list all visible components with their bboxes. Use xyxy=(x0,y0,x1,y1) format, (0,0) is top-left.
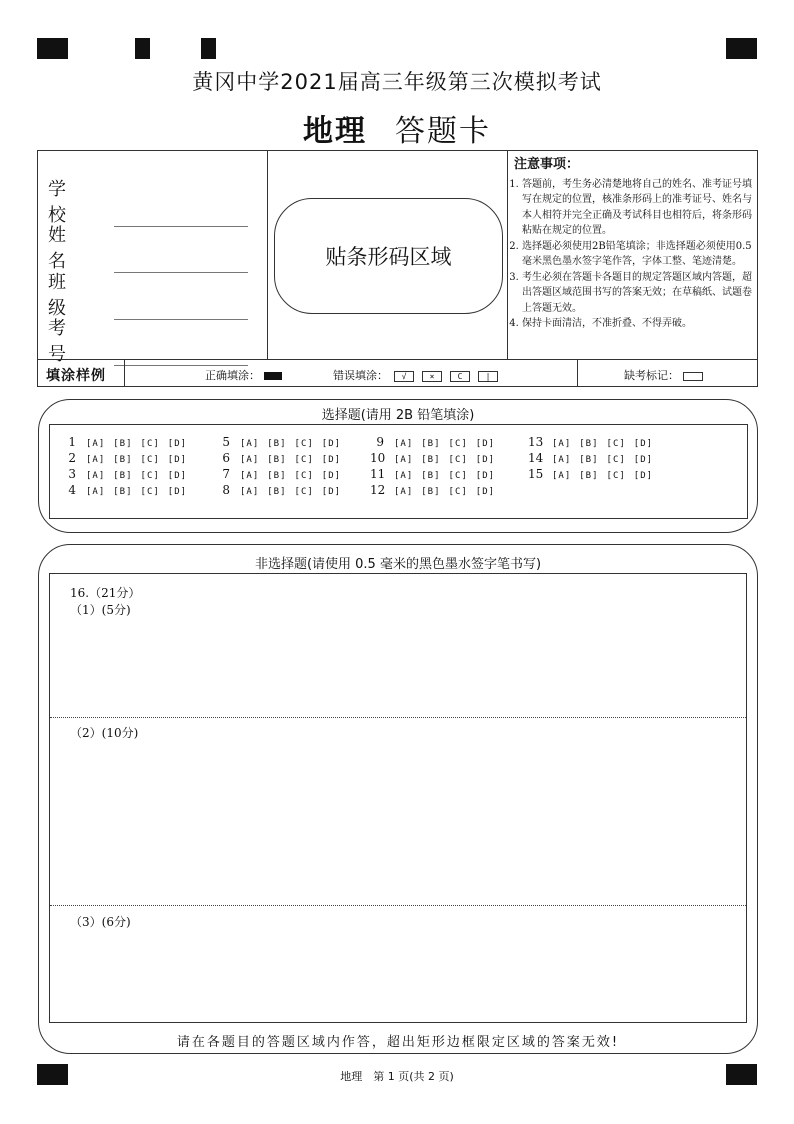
answer-bubble[interactable]: [D] xyxy=(321,439,342,449)
choice-question-row xyxy=(216,483,341,497)
answer-bubble[interactable]: [C] xyxy=(448,455,468,465)
choice-question-row xyxy=(62,435,187,449)
answer-bubble[interactable]: [B] xyxy=(113,455,133,465)
choice-answer-grid xyxy=(49,424,748,519)
choice-question-row xyxy=(528,435,653,449)
answer-bubble[interactable]: [A] xyxy=(240,487,260,497)
notice-item: 3. 考生必须在答题卡各题目的规定答题区域内答题，超出答题区域范围书写的答案无效；在草稿纸、试题卷上答题无效。 xyxy=(522,270,754,317)
answer-bubble[interactable]: [A] xyxy=(394,439,414,449)
school-field[interactable] xyxy=(48,175,248,227)
answer-bubble[interactable]: [A] xyxy=(552,471,572,481)
answer-bubble[interactable]: [B] xyxy=(267,487,287,497)
answer-bubble[interactable]: [B] xyxy=(579,471,599,481)
timing-mark-top-left xyxy=(37,38,68,59)
choice-section-title: 选择题(请用 2B 铅笔填涂) xyxy=(321,408,475,423)
answer-bubble[interactable]: [B] xyxy=(579,455,599,465)
answer-bubble[interactable]: [C] xyxy=(606,455,626,465)
choice-question-row xyxy=(528,451,653,465)
answer-bubble[interactable]: [B] xyxy=(421,439,441,449)
answer-bubble[interactable]: [D] xyxy=(475,471,496,481)
part-divider xyxy=(50,905,746,906)
answer-bubble[interactable]: [C] xyxy=(294,487,314,497)
answer-bubble[interactable]: [A] xyxy=(394,455,414,465)
card-title xyxy=(0,106,794,150)
notice-item: 1. 答题前，考生务必清楚地将自己的姓名、准考证号填写在规定的位置，核准条形码上的准考证号、姓名与本人相符并完全正确及考试科目也相符后，将条形码粘贴在规定的位置。 xyxy=(522,177,754,239)
choice-question-row xyxy=(370,451,495,465)
answer-bubble[interactable]: [B] xyxy=(421,471,441,481)
question-number: 8 xyxy=(222,483,230,497)
answer-bubble[interactable]: [A] xyxy=(86,471,106,481)
wrong-fill-sample xyxy=(333,367,506,383)
name-field[interactable] xyxy=(48,221,248,273)
absent-mark-label: 缺考标记： xyxy=(624,369,679,382)
exam-number-label: 考号 xyxy=(48,318,84,365)
choice-section xyxy=(38,399,758,533)
part-divider xyxy=(50,717,746,718)
subject-name: 地理 xyxy=(303,114,367,149)
answer-bubble[interactable]: [D] xyxy=(633,455,654,465)
wrong-mark-cross: × xyxy=(422,371,442,382)
answer-bubble[interactable]: [B] xyxy=(113,487,133,497)
choice-question-row xyxy=(370,467,495,481)
answer-bubble[interactable]: [C] xyxy=(606,471,626,481)
part-2-label: （2）(10分) xyxy=(70,726,139,740)
answer-bubble[interactable]: [D] xyxy=(475,455,496,465)
answer-bubble[interactable]: [D] xyxy=(475,439,496,449)
card-name: 答题卡 xyxy=(395,114,491,149)
choice-question-row xyxy=(62,451,187,465)
answer-bubble[interactable]: [B] xyxy=(421,455,441,465)
answer-bubble[interactable]: [B] xyxy=(267,471,287,481)
question-number: 5 xyxy=(222,435,230,449)
choice-question-row xyxy=(216,435,341,449)
correct-fill-label: 正确填涂： xyxy=(205,369,260,382)
question-number: 7 xyxy=(222,467,230,481)
answer-bubble[interactable]: [B] xyxy=(421,487,441,497)
notice-panel xyxy=(510,157,754,332)
answer-bubble[interactable]: [A] xyxy=(394,471,414,481)
answer-bubble[interactable]: [D] xyxy=(475,487,496,497)
answer-bubble[interactable]: [D] xyxy=(321,487,342,497)
question-number: 3 xyxy=(68,467,76,481)
fill-sample-label: 填涂样例 xyxy=(46,368,106,384)
notice-item: 4. 保持卡面清洁，不准折叠、不得弄破。 xyxy=(522,316,754,332)
essay-section xyxy=(38,544,758,1054)
wrong-fill-label: 错误填涂： xyxy=(333,369,388,382)
correct-fill-sample xyxy=(205,367,282,383)
answer-bubble[interactable]: [B] xyxy=(113,471,133,481)
answer-bubble[interactable]: [D] xyxy=(633,439,654,449)
answer-bubble[interactable]: [A] xyxy=(86,439,106,449)
absent-mark-sample xyxy=(624,367,703,383)
answer-bubble[interactable]: [C] xyxy=(140,455,160,465)
timing-mark-top-right xyxy=(726,38,757,59)
choice-question-row xyxy=(370,435,495,449)
class-label: 班级 xyxy=(48,272,84,319)
essay-answer-area[interactable] xyxy=(49,573,747,1023)
answer-bubble[interactable]: [D] xyxy=(321,471,342,481)
choice-question-row xyxy=(528,467,653,481)
answer-bubble[interactable]: [A] xyxy=(240,439,260,449)
answer-bubble[interactable]: [D] xyxy=(321,455,342,465)
answer-bubble[interactable]: [C] xyxy=(448,439,468,449)
choice-question-row xyxy=(216,451,341,465)
question-number: 10 xyxy=(370,451,386,465)
question-16-heading: 16.（21分） xyxy=(70,586,141,600)
answer-bubble[interactable]: [C] xyxy=(140,439,160,449)
answer-bubble[interactable]: [C] xyxy=(294,455,314,465)
answer-bubble[interactable]: [A] xyxy=(394,487,414,497)
answer-bubble[interactable]: [A] xyxy=(552,439,572,449)
part-1-label: （1）(5分) xyxy=(70,603,131,617)
question-number: 2 xyxy=(68,451,76,465)
wrong-mark-circle: C xyxy=(450,371,470,382)
answer-bubble[interactable]: [D] xyxy=(167,487,188,497)
question-number: 9 xyxy=(376,435,384,449)
timing-mark-top-1 xyxy=(135,38,150,59)
barcode-area xyxy=(274,198,503,314)
answer-bubble[interactable]: [C] xyxy=(294,439,314,449)
answer-bubble[interactable]: [D] xyxy=(167,455,188,465)
answer-bubble[interactable]: [C] xyxy=(448,487,468,497)
part-3-label: （3）(6分) xyxy=(70,915,131,929)
page-footer: 地理 第 1 页(共 2 页) xyxy=(340,1070,454,1083)
absent-mark-box[interactable] xyxy=(683,372,703,381)
answer-bubble[interactable]: [B] xyxy=(267,439,287,449)
wrong-mark-bar: | xyxy=(478,371,498,382)
answer-bubble[interactable]: [C] xyxy=(448,471,468,481)
answer-bubble[interactable]: [C] xyxy=(140,471,160,481)
notice-title: 注意事项： xyxy=(514,157,580,172)
choice-question-row xyxy=(216,467,341,481)
answer-bubble[interactable]: [D] xyxy=(633,471,654,481)
answer-bubble[interactable]: [B] xyxy=(267,455,287,465)
answer-bubble[interactable]: [C] xyxy=(606,439,626,449)
essay-section-title: 非选择题(请使用 0.5 毫米的黑色墨水签字笔书写) xyxy=(254,557,542,572)
question-number: 6 xyxy=(222,451,230,465)
answer-bubble[interactable]: [A] xyxy=(552,455,572,465)
wrong-mark-check: √ xyxy=(394,371,414,382)
choice-question-row xyxy=(370,483,495,497)
correct-fill-box xyxy=(264,372,282,380)
question-number: 13 xyxy=(528,435,544,449)
student-info-box xyxy=(37,150,758,387)
answer-bubble[interactable]: [C] xyxy=(294,471,314,481)
exam-title: 黄冈中学2021届高三年级第三次模拟考试 xyxy=(192,70,602,94)
answer-area-warning: 请在各题目的答题区域内作答，超出矩形边框限定区域的答案无效! xyxy=(176,1035,620,1050)
question-number: 12 xyxy=(370,483,386,497)
class-field[interactable] xyxy=(48,268,248,320)
barcode-label: 贴条形码区域 xyxy=(325,245,452,269)
name-label: 姓名 xyxy=(48,225,84,272)
question-number: 1 xyxy=(68,435,76,449)
notice-item: 2. 选择题必须使用2B铅笔填涂；非选择题必须使用0.5毫米黑色墨水签字笔作答，字体工整、笔迹清楚。 xyxy=(522,239,754,270)
answer-bubble[interactable]: [C] xyxy=(140,487,160,497)
fill-sample-row xyxy=(38,359,757,387)
answer-bubble[interactable]: [B] xyxy=(113,439,133,449)
answer-bubble[interactable]: [A] xyxy=(86,487,106,497)
question-number: 4 xyxy=(68,483,76,497)
choice-question-row xyxy=(62,483,187,497)
answer-bubble[interactable]: [D] xyxy=(167,439,188,449)
timing-mark-top-2 xyxy=(201,38,216,59)
question-number: 15 xyxy=(528,467,544,481)
choice-question-row xyxy=(62,467,187,481)
question-number: 11 xyxy=(370,467,386,481)
question-number: 14 xyxy=(528,451,544,465)
school-label: 学校 xyxy=(48,179,84,226)
answer-bubble[interactable]: [A] xyxy=(86,455,106,465)
answer-bubble[interactable]: [A] xyxy=(240,455,260,465)
answer-bubble[interactable]: [A] xyxy=(240,471,260,481)
answer-bubble[interactable]: [D] xyxy=(167,471,188,481)
answer-bubble[interactable]: [B] xyxy=(579,439,599,449)
